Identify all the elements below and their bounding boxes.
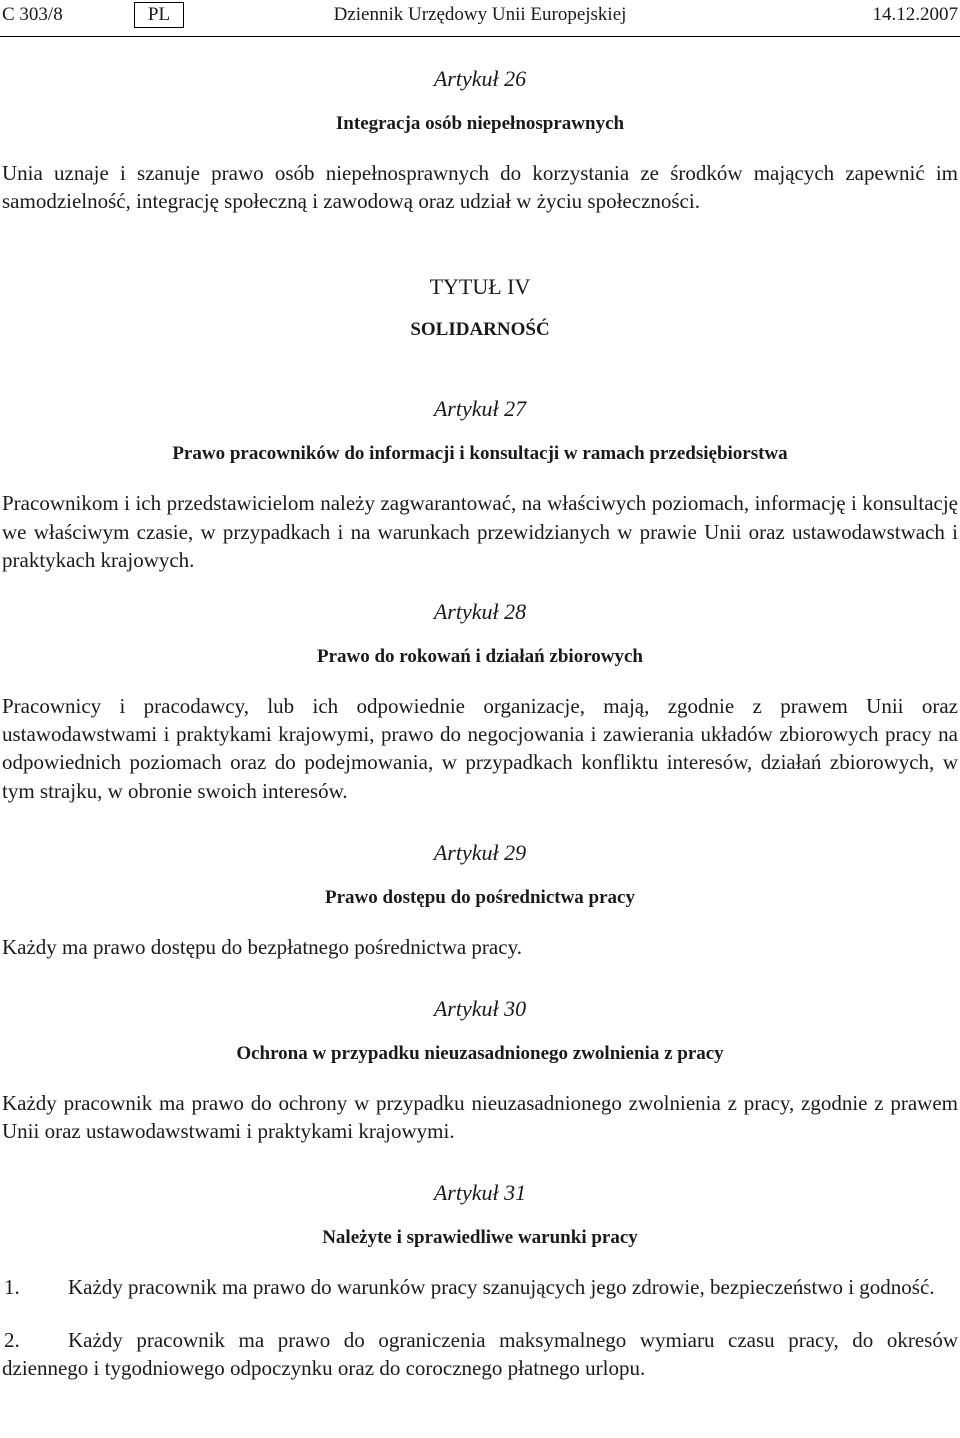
article-28-heading: Prawo do rokowań i działań zbiorowych: [316, 646, 643, 668]
article-29-heading: Prawo dostępu do pośrednictwa pracy: [325, 886, 635, 908]
article-29-title: Artykuł 29: [433, 839, 527, 865]
language-badge: PL: [134, 2, 184, 28]
article-28-title: Artykuł 28: [433, 599, 527, 625]
article-27-title: Artykuł 27: [433, 396, 527, 422]
article-29-text: Każdy ma prawo dostępu do bezpłatnego pośrednictwa pracy.: [2, 934, 522, 959]
title-iv-label: TYTUŁ IV: [429, 274, 531, 300]
article-27-heading: Prawo pracowników do informacji i konsultacji w ramach przedsiębiorstwa: [172, 443, 788, 465]
article-28-text: Pracownicy i pracodawcy, lub ich odpowiednie organizacje, mają, zgodnie z prawem Unii oraz ustawodawstwami i praktykami krajowymi, prawo do negocjowania i zawierania układów zbiorowych pracy na odpowiednich poziomach oraz do podejmowania, w przypadkach konfliktu interesów, działań zbiorowych, w tym strajku, w obronie swoich interesów.: [2, 694, 958, 803]
article-31-title: Artykuł 31: [433, 1180, 527, 1206]
article-26-heading: Integracja osób niepełnosprawnych: [335, 113, 625, 134]
article-26-text: Unia uznaje i szanuje prawo osób niepełnosprawnych do korzystania ze środków mających zapewnić im samodzielność, integrację społeczną i zawodową oraz udział w życiu społeczności.: [2, 161, 958, 214]
item-text: Każdy pracownik ma prawo do ograniczenia maksymalnego wymiaru czasu pracy, do okresów dziennego i tygodniowego odpoczynku oraz do corocznego płatnego urlopu.: [2, 1327, 958, 1380]
item-number: 2.: [4, 1327, 20, 1352]
article-30-title: Artykuł 30: [433, 996, 527, 1022]
title-iv-name: SOLIDARNOŚĆ: [410, 319, 550, 341]
journal-reference: C 303/8: [2, 4, 63, 25]
article-30-heading: Ochrona w przypadku nieuzasadnionego zwolnienia z pracy: [236, 1043, 724, 1065]
journal-title: Dziennik Urzędowy Unii Europejskiej: [333, 4, 627, 25]
article-27-text: Pracownikom i ich przedstawicielom należy zagwarantować, na właściwych poziomach, informację i konsultację we właściwym czasie, w przypadkach i na warunkach przewidzianych w prawie Unii oraz ustawodawstwach i praktykach krajowych.: [2, 491, 958, 572]
page-header: [0, 0, 960, 37]
article-31-item-1: [0, 1273, 960, 1301]
item-number: 1.: [4, 1275, 20, 1300]
publication-date: 14.12.2007: [872, 4, 958, 25]
article-31-heading: Należyte i sprawiedliwe warunki pracy: [322, 1227, 638, 1249]
article-30-text: Każdy pracownik ma prawo do ochrony w przypadku nieuzasadnionego zwolnienia z pracy, zgodnie z prawem Unii oraz ustawodawstwami i praktykami krajowymi.: [2, 1091, 958, 1144]
article-31-item-2: [0, 1326, 960, 1382]
article-26-title: Artykuł 26: [433, 66, 527, 91]
item-text: Każdy pracownik ma prawo do warunków pracy szanujących jego zdrowie, bezpieczeństwo i godność.: [68, 1275, 935, 1300]
document-body: [0, 36, 960, 1382]
